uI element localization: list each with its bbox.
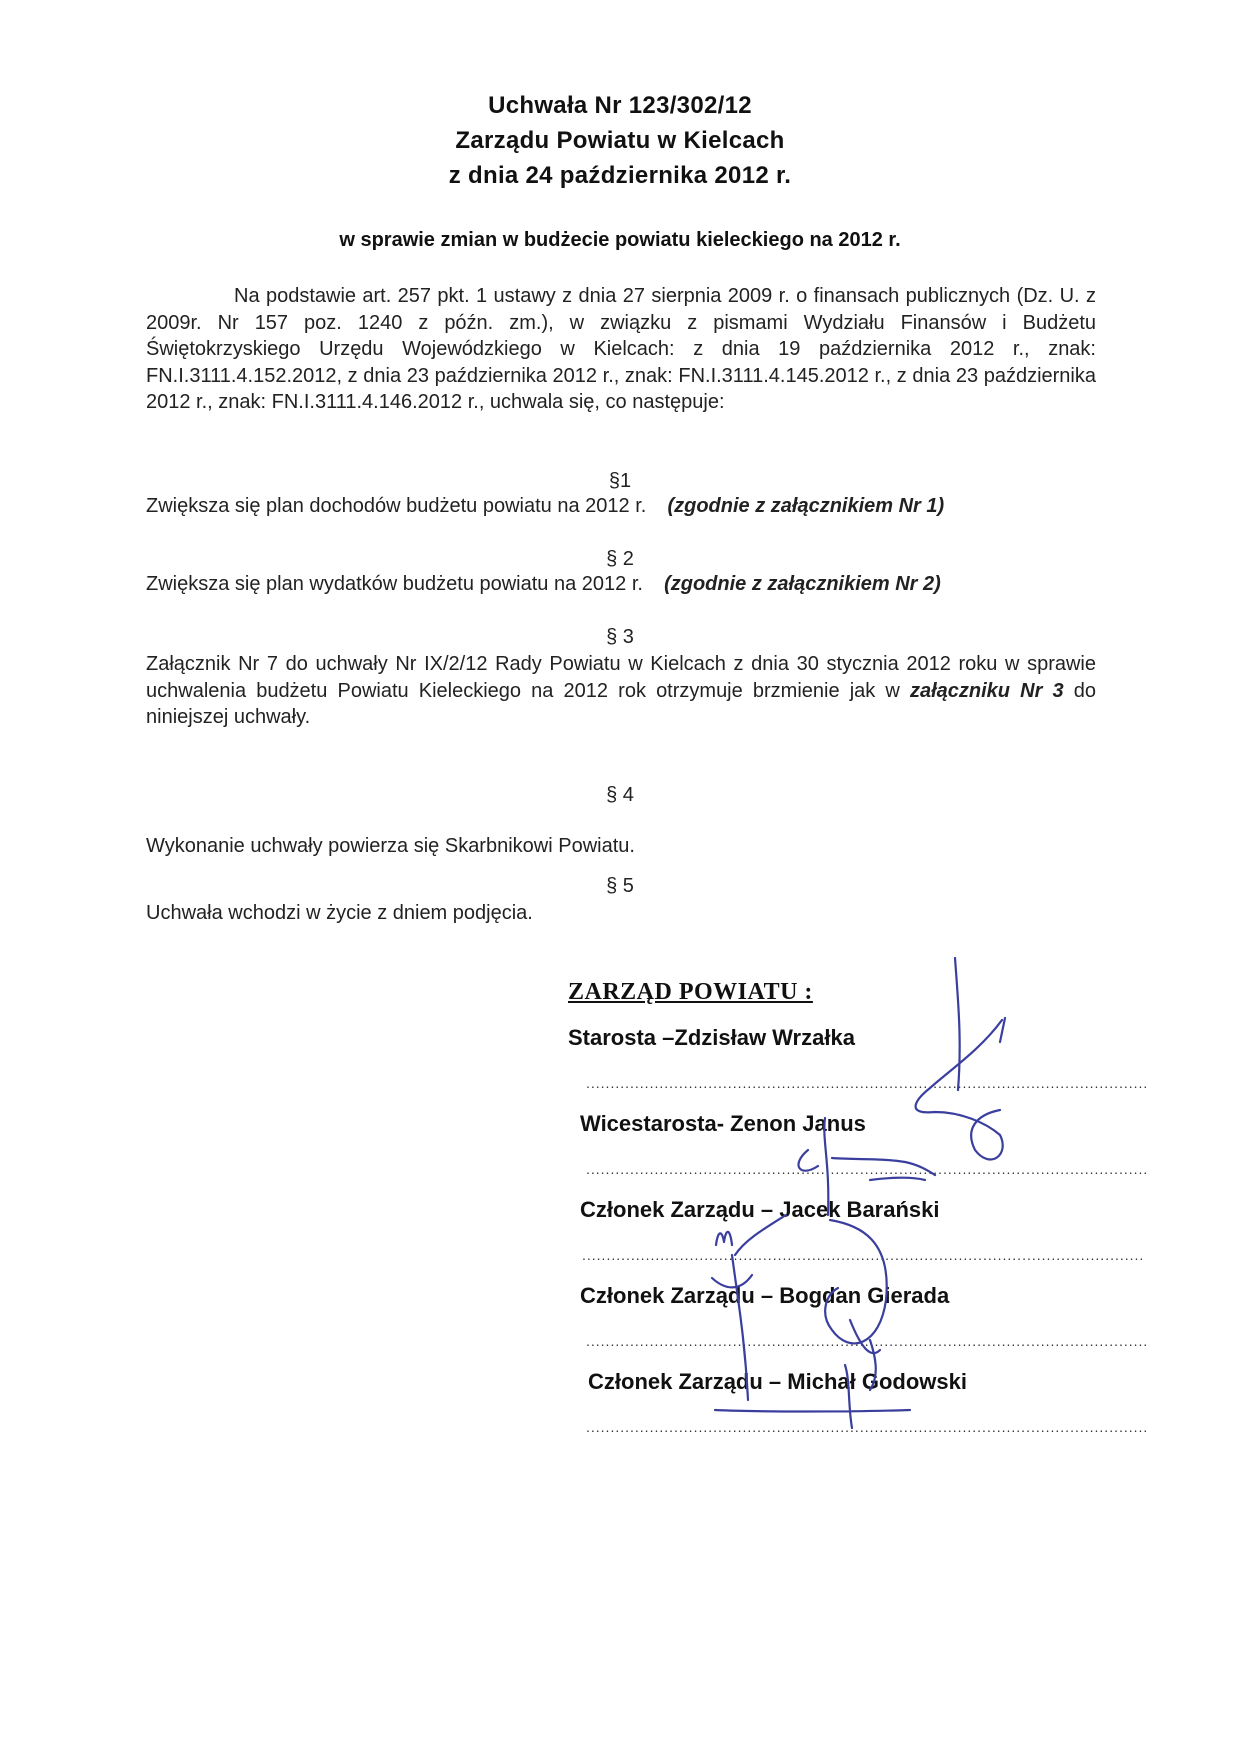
section-3-tail: do niniejszej uchwały.: [146, 679, 1096, 728]
section-2-text: Zwiększa się plan wydatków budżetu powiatu na 2012 r.: [146, 573, 643, 595]
section-1-body: [146, 495, 944, 518]
section-3-text: Załącznik Nr 7 do uchwały Nr IX/2/12 Rady Powiatu w Kielcach z dnia 30 stycznia 2012 roku w sprawie uchwalenia budżetu Powiatu Kieleckiego na 2012 rok otrzymuje brzmienie jak w: [146, 653, 1096, 702]
section-5-text: Uchwała wchodzi w życie z dniem podjęcia.: [146, 902, 533, 924]
board-member-wicestarosta: Wicestarosta- Zenon Janus: [580, 1111, 866, 1136]
section-4-text: Wykonanie uchwały powierza się Skarbnikowi Powiatu.: [146, 835, 635, 857]
signature-line: ...................................................................................................................: [586, 1075, 1149, 1091]
section-2-body: [146, 573, 941, 596]
resolution-title-number: Uchwała Nr 123/302/12: [488, 92, 752, 119]
section-3-heading: § 3: [606, 626, 634, 648]
resolution-title-issuer: Zarządu Powiatu w Kielcach: [455, 127, 785, 154]
board-member-godowski: Członek Zarządu – Michał Godowski: [588, 1369, 967, 1394]
section-2-heading: § 2: [606, 548, 634, 570]
board-member-starosta: Starosta –Zdzisław Wrzałka: [568, 1025, 855, 1050]
section-3-attachment-ref: załączniku Nr 3: [909, 679, 1064, 702]
section-4-heading: § 4: [606, 784, 634, 806]
resolution-subject: w sprawie zmian w budżecie powiatu kieleckiego na 2012 r.: [339, 229, 901, 251]
signature-line: ...................................................................................................................: [582, 1247, 1145, 1263]
section-3-body: [146, 651, 1096, 731]
signature-line: ...................................................................................................................: [586, 1333, 1149, 1349]
board-member-gierada: Członek Zarządu – Bogdan Gierada: [580, 1283, 950, 1308]
board-heading: ZARZĄD POWIATU :: [568, 979, 813, 1005]
section-2-note: (zgodnie z załącznikiem Nr 2): [664, 573, 941, 595]
signature-line: ...................................................................................................................: [586, 1419, 1149, 1435]
section-1-note: (zgodnie z załącznikiem Nr 1): [667, 495, 945, 517]
section-1-heading: §1: [608, 470, 632, 492]
preamble-paragraph: Na podstawie art. 257 pkt. 1 ustawy z dnia 27 sierpnia 2009 r. o finansach publicznych (Dz. U. z 2009r. Nr 157 poz. 1240 z późn. zm.), w związku z pismami Wydziału Finansów i Budżetu Świętokrzyskiego Urzędu Wojewódzkiego w Kielcach: z dnia 19 października 2012 r., znak: FN.I.3111.4.152.2012, z dnia 23 października 2012 r., znak: FN.I.3111.4.145.2012 r., z dnia 23 października 2012 r., znak: FN.I.3111.4.146.2012 r., uchwala się, co następuje:: [146, 285, 1096, 413]
section-1-text: Zwiększa się plan dochodów budżetu powiatu na 2012 r.: [146, 495, 647, 517]
section-5-heading: § 5: [606, 875, 634, 897]
board-member-baranski: Członek Zarządu – Jacek Barański: [580, 1197, 940, 1222]
signature-line: ...................................................................................................................: [586, 1161, 1149, 1177]
signature-starosta: [916, 958, 1005, 1159]
resolution-title-date: z dnia 24 października 2012 r.: [448, 162, 792, 189]
